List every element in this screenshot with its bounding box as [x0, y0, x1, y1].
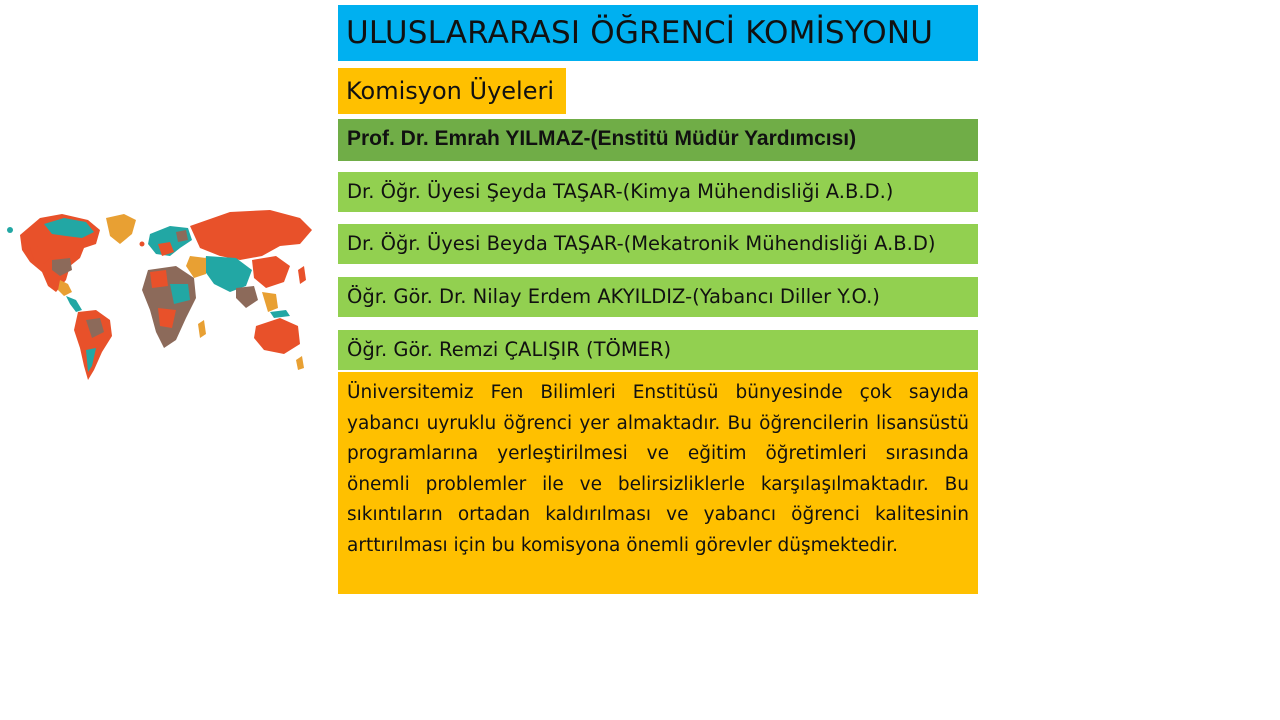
member-row-5 [338, 330, 978, 370]
section-subtitle: Komisyon Üyeleri [346, 77, 555, 105]
member-row-1 [338, 119, 978, 161]
member-name: Öğr. Gör. Remzi ÇALIŞIR (TÖMER) [347, 338, 672, 361]
world-map-image [0, 200, 322, 390]
title-banner [338, 5, 978, 61]
member-name: Dr. Öğr. Üyesi Şeyda TAŞAR-(Kimya Mühendisliği A.B.D.) [347, 180, 894, 203]
member-name: Dr. Öğr. Üyesi Beyda TAŞAR-(Mekatronik Mühendisliği A.B.D) [347, 232, 936, 255]
subtitle-banner [338, 68, 566, 114]
member-row-4 [338, 277, 978, 317]
description-box [338, 372, 978, 594]
member-row-3 [338, 224, 978, 264]
member-name: Prof. Dr. Emrah YILMAZ-(Enstitü Müdür Yardımcısı) [347, 127, 857, 150]
page-title: ULUSLARARASI ÖĞRENCİ KOMİSYONU [346, 15, 934, 51]
member-row-2 [338, 172, 978, 212]
description-text: Üniversitemiz Fen Bilimleri Enstitüsü bünyesinde çok sayıda yabancı uyruklu öğrenci yer almaktadır. Bu öğrencilerin lisansüstü programlarına yerleştirilmesi ve eğitim öğretimleri sırasında önemli problemler ile ve belirsizliklerle karşılaşılmaktadır. Bu sıkıntıların ortadan kaldırılması ve yabancı öğrenci kalitesinin arttırılması için bu komisyona önemli görevler düşmektedir. [347, 382, 969, 556]
member-name: Öğr. Gör. Dr. Nilay Erdem AKYILDIZ-(Yabancı Diller Y.O.) [347, 285, 880, 308]
